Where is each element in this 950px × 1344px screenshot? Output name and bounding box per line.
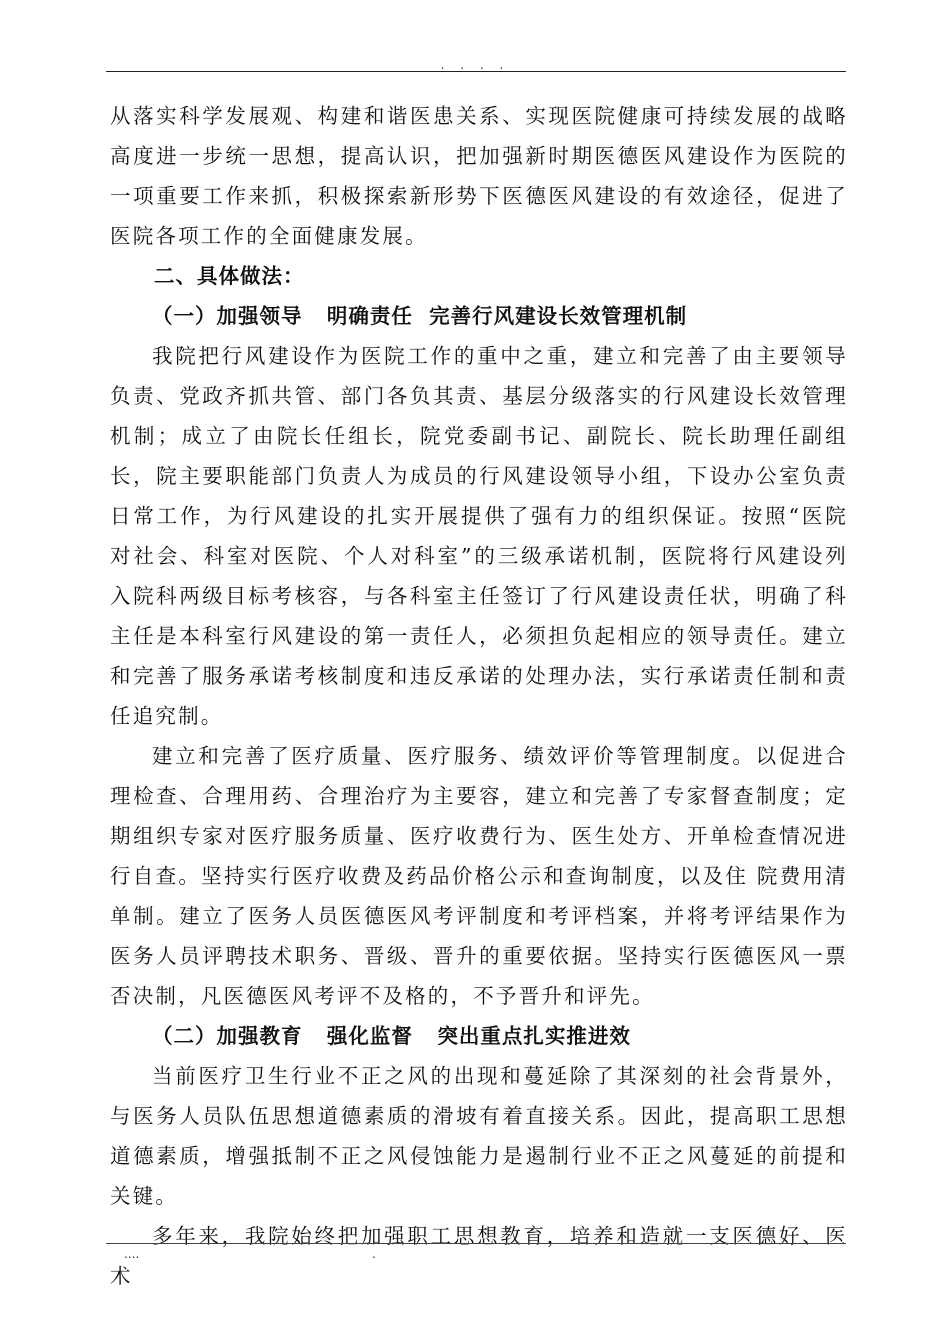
- document-body: [110, 96, 848, 1296]
- paragraph-4: 当前医疗卫生行业不正之风的出现和蔓延除了其深刻的社会背景外，与医务人员队伍思想道德素质的滑坡有着直接关系。因此，提高职工思想道德素质，增强抵制不正之风侵蚀能力是遏制行业不正之风蔓延的前提和关键。: [110, 1064, 848, 1208]
- section-heading: 二、具体做法：: [154, 264, 305, 288]
- footer-rule: [106, 1243, 846, 1244]
- header-rule: [106, 71, 846, 72]
- paragraph-5: 多年来，我院始终把加强职工思想教育，培养和造就一支医德好、医术: [110, 1224, 848, 1288]
- paragraph-2: 我院把行风建设作为医院工作的重中之重，建立和完善了由主要领导负责、党政齐抓共管、部门各负其责、基层分级落实的行风建设长效管理机制；成立了由院长任组长，院党委副书记、副院长、院长助理任副组长，院主要职能部门负责人为成员的行风建设领导小组，下设办公室负责日常工作，为行风建设的扎实开展提供了强有力的组织保证。按照“医院对社会、科室对医院、个人对科室”的三级承诺机制，医院将行风建设列入院科两级目标考核容，与各科室主任签订了行风建设责任状，明确了科主任是本科室行风建设的第一责任人，必须担负起相应的领导责任。建立和完善了服务承诺考核制度和违反承诺的处理办法，实行承诺责任制和责任追究制。: [110, 344, 848, 728]
- subheading-2: （二）加强教育 强化监督 突出重点扎实推进效: [152, 1024, 631, 1048]
- footer-left-dots: ....: [124, 1247, 140, 1261]
- paragraph-3: 建立和完善了医疗质量、医疗服务、绩效评价等管理制度。以促进合理检查、合理用药、合理治疗为主要容，建立和完善了专家督查制度；定期组织专家对医疗服务质量、医疗收费行为、医生处方、开单检查情况进行自查。坚持实行医疗收费及药品价格公示和查询制度，以及住 院费用清单制。建立了医务人员医德医风考评制度和考评档案，并将考评结果作为医务人员评聘技术职务、晋级、晋升的重要依据。坚持实行医德医风一票否决制，凡医德医风考评不及格的，不予晋升和评先。: [110, 744, 848, 1008]
- header-dots: . . . .: [440, 58, 510, 72]
- footer-center-dot: .: [372, 1247, 376, 1261]
- subheading-1: （一）加强领导 明确责任 完善行风建设长效管理机制: [152, 304, 688, 328]
- paragraph-1: 从落实科学发展观、构建和谐医患关系、实现医院健康可持续发展的战略高度进一步统一思想，提高认识，把加强新时期医德医风建设作为医院的一项重要工作来抓，积极探索新形势下医德医风建设的有效途径，促进了医院各项工作的全面健康发展。: [110, 104, 848, 248]
